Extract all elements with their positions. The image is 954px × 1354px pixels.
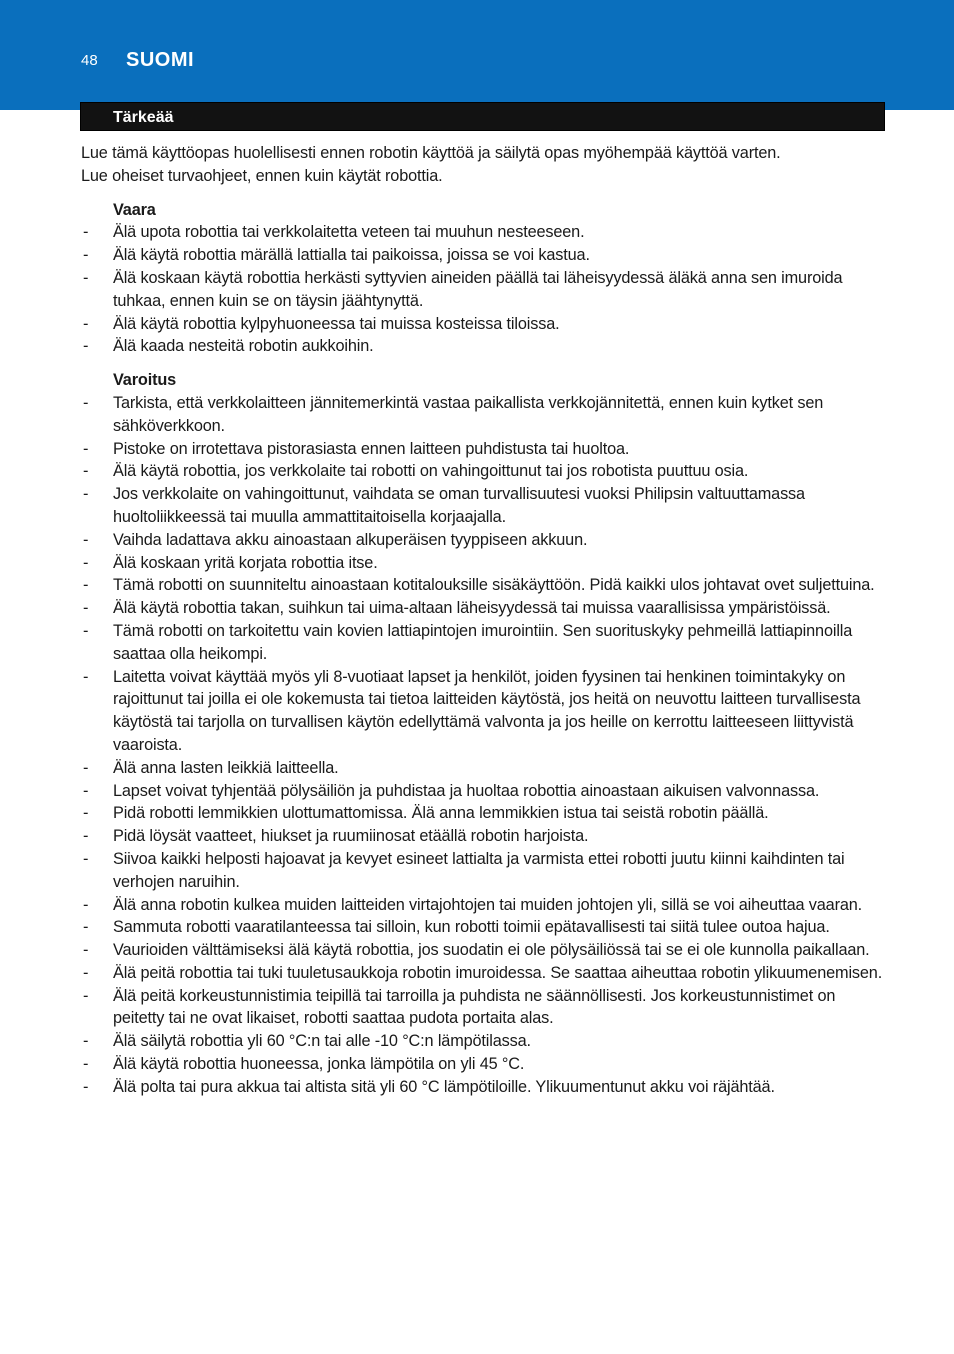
dash-bullet: - — [83, 621, 89, 640]
list-item-text: Älä anna lasten leikkiä laitteella. — [113, 758, 339, 777]
list-item-text: Pidä löysät vaatteet, hiukset ja ruumiinosat etäällä robotin harjoista. — [113, 827, 589, 846]
list-item — [81, 757, 887, 780]
dash-bullet: - — [83, 530, 89, 549]
dash-bullet: - — [83, 849, 89, 868]
dash-bullet: - — [83, 268, 89, 287]
list-item — [81, 529, 887, 552]
list-item-text: Siivoa kaikki helposti hajoavat ja kevyet esineet lattialta ja varmista ettei robotti juutu kiinni kaihdinten tai verhojen naruihin. — [113, 849, 845, 891]
list-item — [81, 1030, 887, 1053]
dash-bullet: - — [83, 827, 89, 846]
dash-bullet: - — [83, 553, 89, 572]
list-item-text: Pidä robotti lemmikkien ulottumattomissa. Älä anna lemmikkien istua tai seistä robotin päällä. — [113, 804, 769, 823]
list-item — [81, 460, 887, 483]
list-item — [81, 1053, 887, 1076]
dash-bullet: - — [83, 1032, 89, 1051]
list-item — [81, 894, 887, 917]
dash-bullet: - — [83, 986, 89, 1005]
list-item-text: Älä anna robotin kulkea muiden laitteiden virtajohtojen tai muiden johtojen yli, sillä se voi aiheuttaa vaaran. — [113, 895, 863, 914]
list-item — [81, 267, 887, 313]
dash-bullet: - — [83, 393, 89, 412]
list-item — [81, 962, 887, 985]
list-item-text: Sammuta robotti vaaratilanteessa tai silloin, kun robotti toimii epätavallisesti tai siitä tulee outoa hajua. — [113, 918, 830, 937]
list-item — [81, 1076, 887, 1099]
list-item-text: Vaihda ladattava akku ainoastaan alkuperäisen tyyppiseen akkuun. — [113, 530, 588, 549]
list-item — [81, 552, 887, 575]
list-item-text: Lapset voivat tyhjentää pölysäiliön ja puhdistaa ja huoltaa robottia ainoastaan aikuisen valvonnassa. — [113, 781, 820, 800]
dash-bullet: - — [83, 246, 89, 265]
dash-bullet: - — [83, 576, 89, 595]
list-item-text: Älä upota robottia tai verkkolaitetta veteen tai muuhun nesteeseen. — [113, 223, 585, 242]
intro-paragraph — [81, 142, 887, 188]
list-item — [81, 802, 887, 825]
list-item — [81, 313, 887, 336]
list-item-text: Laitetta voivat käyttää myös yli 8-vuotiaat lapset ja henkilöt, joiden fyysinen tai henkinen toimintakyky on rajoittunut tai joilla ei ole kokemusta tai tietoa laitteiden käytöstä, jos heitä on neuvottu laitteen turvallisesta käytöstä tai tarjolla on turvallisen käytön edellyttämä valvonta ja jos heille on kerrottu laitteeseen liittyvistä vaaroista. — [113, 667, 861, 754]
list-item — [81, 916, 887, 939]
list-item — [81, 939, 887, 962]
list-item — [81, 483, 887, 529]
list-item-text: Älä käytä robottia märällä lattialla tai paikoissa, joissa se voi kastua. — [113, 246, 590, 265]
section-title: Tärkeää — [113, 109, 174, 126]
list-item-text: Älä käytä robottia kylpyhuoneessa tai muissa kosteissa tiloissa. — [113, 314, 560, 333]
list-item-text: Älä koskaan yritä korjata robottia itse. — [113, 553, 378, 572]
list-item — [81, 335, 887, 358]
dash-bullet: - — [83, 337, 89, 356]
dash-bullet: - — [83, 1077, 89, 1096]
list-item-text: Älä peitä robottia tai tuki tuuletusaukkoja robotin imuroidessa. Se saattaa aiheuttaa robotin ylikuumenemisen. — [113, 963, 883, 982]
list-item-text: Älä polta tai pura akkua tai altista sitä yli 60 °C lämpötiloille. Ylikuumentunut akku voi räjähtää. — [113, 1077, 775, 1096]
list-item-text: Älä käytä robottia, jos verkkolaite tai robotti on vahingoittunut tai jos robotista puuttuu osia. — [113, 462, 749, 481]
list-item — [81, 392, 887, 438]
dash-bullet: - — [83, 804, 89, 823]
list-item — [81, 438, 887, 461]
dash-bullet: - — [83, 1055, 89, 1074]
dash-bullet: - — [83, 314, 89, 333]
danger-heading: Vaara — [113, 200, 156, 219]
document-body — [81, 142, 887, 1099]
danger-list — [81, 221, 887, 358]
list-item — [81, 780, 887, 803]
dash-bullet: - — [83, 485, 89, 504]
list-item-text: Pistoke on irrotettava pistorasiasta ennen laitteen puhdistusta tai huoltoa. — [113, 439, 630, 458]
list-item — [81, 221, 887, 244]
dash-bullet: - — [83, 599, 89, 618]
list-item — [81, 848, 887, 894]
warning-heading: Varoitus — [113, 371, 177, 390]
list-item-text: Tämä robotti on suunniteltu ainoastaan kotitalouksille sisäkäyttöön. Pidä kaikki ulos johtavat ovet suljettuina. — [113, 576, 875, 595]
section-title-bar — [80, 102, 885, 131]
language-title: SUOMI — [126, 49, 195, 71]
list-item-text: Älä käytä robottia huoneessa, jonka lämpötila on yli 45 °C. — [113, 1055, 525, 1074]
list-item-text: Tämä robotti on tarkoitettu vain kovien lattiapintojen imurointiin. Sen suorituskyky pehmeillä lattiapinnoilla saattaa olla heikompi. — [113, 621, 853, 663]
intro-line: Lue tämä käyttöopas huolellisesti ennen robotin käyttöä ja säilytä opas myöhempää käyttöä varten. — [81, 144, 781, 162]
dash-bullet: - — [83, 895, 89, 914]
list-item-text: Älä säilytä robottia yli 60 °C:n tai alle -10 °C:n lämpötilassa. — [113, 1032, 531, 1051]
header-band — [0, 0, 954, 110]
dash-bullet: - — [83, 781, 89, 800]
list-item-text: Älä peitä korkeustunnistimia teipillä tai tarroilla ja puhdista ne säännöllisesti. Jos korkeustunnistimet on peitetty tai ne ovat likaiset, robotti saattaa pudota portaita alas. — [113, 986, 836, 1028]
dash-bullet: - — [83, 462, 89, 481]
list-item-text: Vaurioiden välttämiseksi älä käytä robottia, jos suodatin ei ole pölysäiliössä tai se ei ole kunnolla paikallaan. — [113, 941, 870, 960]
list-item — [81, 244, 887, 267]
dash-bullet: - — [83, 439, 89, 458]
list-item-text: Tarkista, että verkkolaitteen jännitemerkintä vastaa paikallista verkkojännitettä, ennen kuin kytket sen sähköverkkoon. — [113, 393, 824, 435]
list-item-text: Älä koskaan käytä robottia herkästi syttyvien aineiden päällä tai läheisyydessä äläkä anna sen imuroida tuhkaa, ennen kuin se on täysin jäähtynyttä. — [113, 268, 843, 310]
dash-bullet: - — [83, 667, 89, 686]
warning-list — [81, 392, 887, 1099]
dash-bullet: - — [83, 223, 89, 242]
list-item — [81, 597, 887, 620]
dash-bullet: - — [83, 941, 89, 960]
list-item — [81, 666, 887, 757]
list-item-text: Älä kaada nesteitä robotin aukkoihin. — [113, 337, 374, 356]
page-number: 48 — [81, 52, 98, 69]
dash-bullet: - — [83, 918, 89, 937]
list-item — [81, 825, 887, 848]
list-item-text: Älä käytä robottia takan, suihkun tai uima-altaan läheisyydessä tai muissa vaarallisissa ympäristöissä. — [113, 599, 831, 618]
list-item — [81, 620, 887, 666]
list-item — [81, 985, 887, 1031]
list-item-text: Jos verkkolaite on vahingoittunut, vaihdata se oman turvallisuutesi vuoksi Philipsin valtuuttamassa huoltoliikkeessä tai muulla ammattitaitoisella korjaajalla. — [113, 485, 805, 526]
dash-bullet: - — [83, 963, 89, 982]
dash-bullet: - — [83, 758, 89, 777]
list-item — [81, 574, 887, 597]
intro-line: Lue oheiset turvaohjeet, ennen kuin käytät robottia. — [81, 166, 443, 185]
